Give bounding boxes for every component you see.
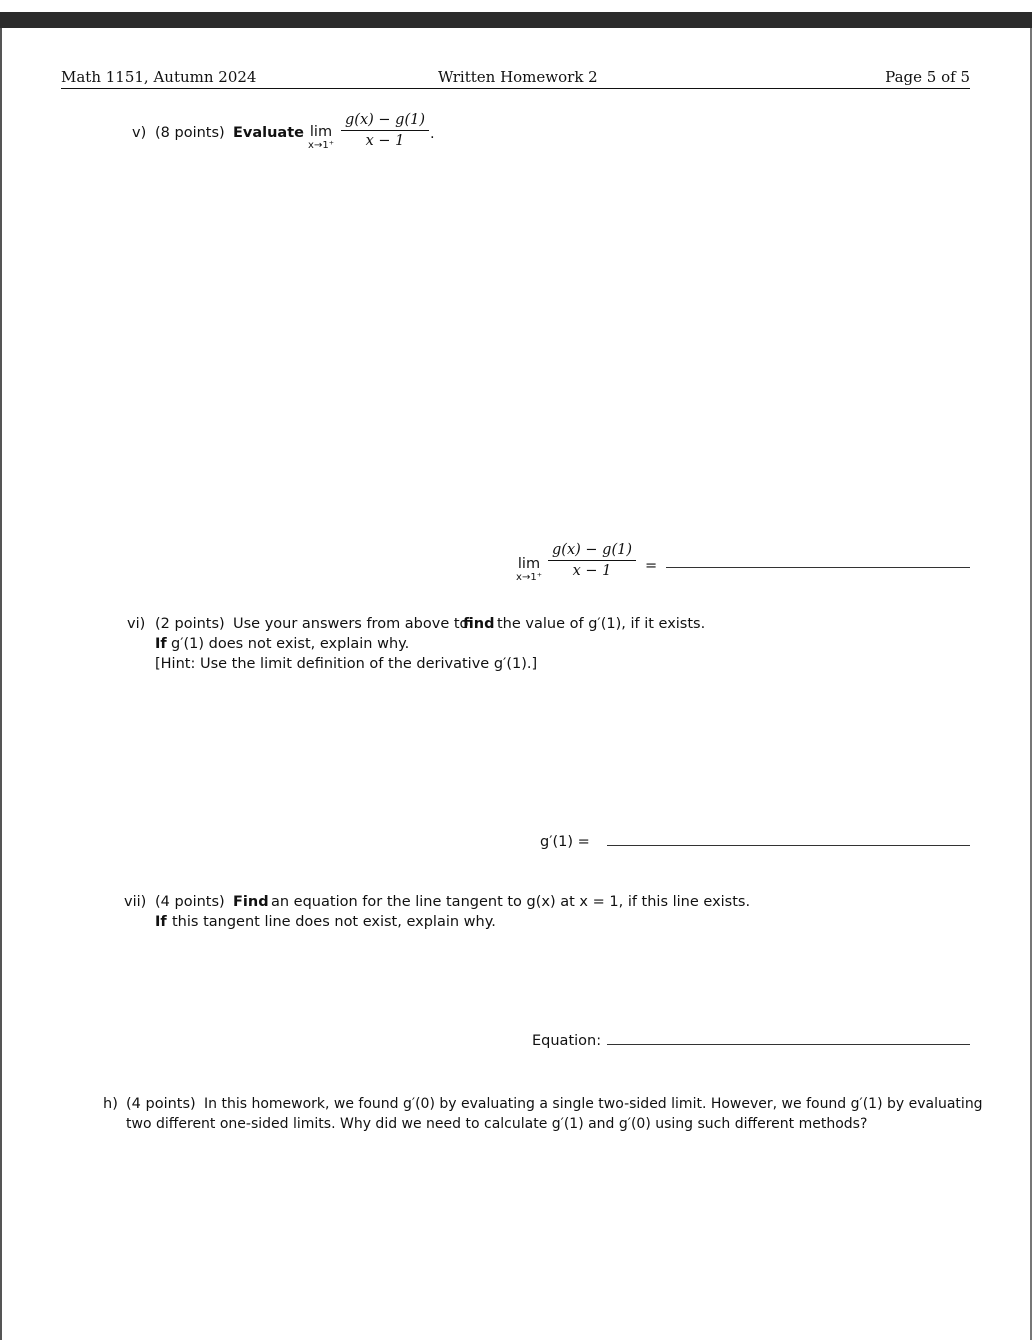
hint-text: [Hint: Use the limit definition of the derivative g′(1).] xyxy=(155,656,538,672)
fraction-denominator: x − 1 xyxy=(365,133,405,149)
question-verb: Evaluate xyxy=(233,125,304,141)
lim-text: lim xyxy=(309,124,333,140)
assignment-title: Written Homework 2 xyxy=(438,68,598,86)
question-text: In this homework, we found g′(0) by evaluating a single two-sided limit. However, we found g′(1) by evaluating xyxy=(204,1096,983,1112)
top-strip xyxy=(0,0,1032,12)
question-verb: Find xyxy=(233,894,269,910)
answer-label: Equation: xyxy=(532,1033,602,1049)
question-text: the value of g′(1), if it exists. xyxy=(497,616,706,632)
question-text: an equation for the line tangent to g(x) at x = 1, if this line exists. xyxy=(271,894,751,910)
if-keyword: If xyxy=(155,636,167,652)
course-title: Math 1151, Autumn 2024 xyxy=(61,68,257,86)
question-text: Use your answers from above to xyxy=(233,616,469,632)
answer-label: g′(1) = xyxy=(540,834,590,850)
question-text: g′(1) does not exist, explain why. xyxy=(171,636,410,652)
period: . xyxy=(430,126,435,142)
viewer-top-bar xyxy=(0,12,1032,28)
answer-line-vi[interactable] xyxy=(607,845,970,846)
question-label: vii) xyxy=(124,894,147,910)
if-keyword: If xyxy=(155,914,167,930)
question-verb: find xyxy=(463,616,495,632)
fraction-bar xyxy=(341,130,429,131)
answer-difference-quotient xyxy=(548,542,636,579)
fraction-numerator: g(x) − g(1) xyxy=(345,112,425,128)
fraction-bar xyxy=(548,560,636,561)
difference-quotient xyxy=(341,112,429,149)
question-points: (4 points) xyxy=(155,894,225,910)
page-header xyxy=(61,66,970,89)
answer-limit-operator xyxy=(511,556,547,584)
answer-line-vii[interactable] xyxy=(607,1044,970,1045)
lim-text: lim xyxy=(517,556,541,572)
fraction-denominator: x − 1 xyxy=(572,563,612,579)
page-number: Page 5 of 5 xyxy=(885,68,970,86)
limit-operator xyxy=(304,124,338,152)
question-points: (4 points) xyxy=(126,1096,196,1112)
page-left-edge xyxy=(0,28,2,1340)
question-label: h) xyxy=(103,1096,118,1112)
lim-subscript: x→1⁺ xyxy=(308,140,334,151)
question-points: (8 points) xyxy=(155,125,225,141)
answer-line-v[interactable] xyxy=(666,567,970,568)
question-text: two different one-sided limits. Why did we need to calculate g′(1) and g′(0) using such different methods? xyxy=(126,1116,868,1132)
question-points: (2 points) xyxy=(155,616,225,632)
lim-subscript: x→1⁺ xyxy=(516,572,542,583)
question-label: vi) xyxy=(127,616,146,632)
equals-sign: = xyxy=(645,558,658,574)
question-text: this tangent line does not exist, explain why. xyxy=(172,914,496,930)
fraction-numerator: g(x) − g(1) xyxy=(552,542,632,558)
question-label: v) xyxy=(132,125,147,141)
